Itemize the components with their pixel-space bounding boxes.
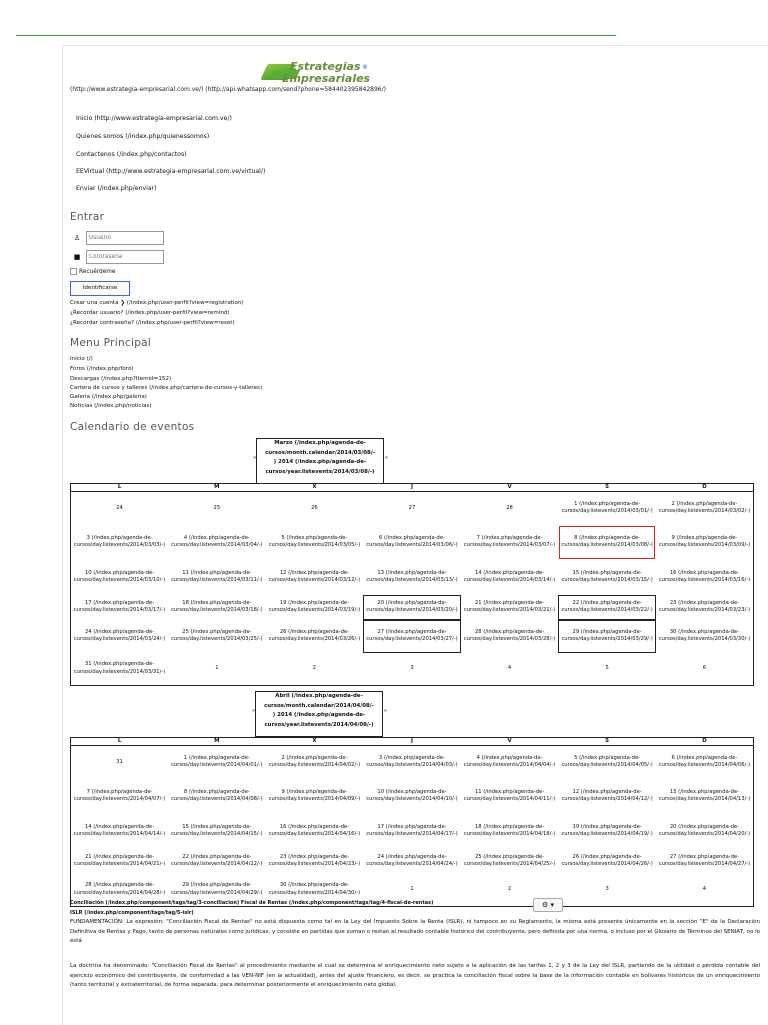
nav-item-enviar[interactable]: Enviar (/index.php/enviar) xyxy=(76,185,157,192)
calendar-day: 5 xyxy=(605,665,609,671)
calendar-day-link[interactable]: 6 (/index.php/agenda-de-cursos/day.listevents/2014/03/06/-) xyxy=(366,534,458,548)
remember-checkbox[interactable] xyxy=(70,268,77,275)
next-month-icon[interactable]: » xyxy=(384,455,388,461)
calendar-week-row xyxy=(71,525,754,560)
create-account-link[interactable]: Crear una cuenta ❯ (/index.php/user-perfil?view=registration) xyxy=(70,300,244,306)
calendar-day-link[interactable]: 1 (/index.php/agenda-de-cursos/day.listevents/2014/03/01/-) xyxy=(561,500,653,515)
calendar-day-link[interactable]: 18 (/index.php/agenda-de-cursos/day.listevents/2014/03/18/-) xyxy=(171,599,263,613)
calendar-day-link[interactable]: 17 (/index.php/agenda-de-cursos/day.listevents/2014/04/17/-) xyxy=(366,823,458,837)
remind-username-link[interactable]: ¿Recordar usuario? (/index.php/user-perfil?view=remind) xyxy=(70,310,230,316)
calendar-day-link[interactable]: 20 (/index.php/agenda-de-cursos/day.listevents/2014/04/20/-) xyxy=(658,823,751,837)
calendar-day-link[interactable]: 10 (/index.php/agenda-de-cursos/day.listevents/2014/04/10/-) xyxy=(366,788,458,802)
calendar-day-link[interactable]: 22 (/index.php/agenda-de-cursos/day.listevents/2014/04/22/-) xyxy=(171,853,263,867)
weekday-header: D xyxy=(656,738,754,746)
calendar-day-link[interactable]: 14 (/index.php/agenda-de-cursos/day.listevents/2014/03/14/-) xyxy=(463,569,556,583)
calendar-day-link[interactable]: 31 (/index.php/agenda-de-cursos/day.listevents/2014/03/31/-) xyxy=(73,661,166,675)
calendar-day-link[interactable]: 18 (/index.php/agenda-de-cursos/day.listevents/2014/04/18/-) xyxy=(463,823,556,837)
calendar-day-link[interactable]: 30 (/index.php/agenda-de-cursos/day.listevents/2014/03/30/-) xyxy=(658,628,751,642)
month-caption-march-line2: cursos/month.calendar/2014/03/08/- xyxy=(265,449,375,456)
calendar-day: 27 xyxy=(408,504,416,511)
calendar-day-link[interactable]: 2 (/index.php/agenda-de-cursos/day.listevents/2014/04/02/-) xyxy=(268,754,361,769)
weekday-header: M xyxy=(168,484,266,492)
calendar-day-link[interactable]: 15 (/index.php/agenda-de-cursos/day.listevents/2014/04/15/-) xyxy=(171,823,263,837)
password-input[interactable] xyxy=(86,250,164,264)
weekday-header: M xyxy=(168,738,266,746)
next-month-icon[interactable]: » xyxy=(383,708,387,714)
calendar-day: 25 xyxy=(213,504,221,511)
article-tags-line2[interactable]: ISLR (/index.php/component/tags/tag/5-islr) xyxy=(70,910,194,916)
weekday-header: V xyxy=(461,484,559,492)
calendar-day-link[interactable]: 5 (/index.php/agenda-de-cursos/day.listevents/2014/04/05/-) xyxy=(561,754,653,769)
calendar-table-march xyxy=(70,483,754,686)
calendar-day-link[interactable]: 26 (/index.php/agenda-de-cursos/day.listevents/2014/04/26/-) xyxy=(561,853,653,867)
calendar-day-link[interactable]: 28 (/index.php/agenda-de-cursos/day.listevents/2014/04/28/-) xyxy=(73,882,166,896)
calendar-day-link[interactable]: 15 (/index.php/agenda-de-cursos/day.listevents/2014/03/15/-) xyxy=(561,569,653,583)
calendar-day-link[interactable]: 12 (/index.php/agenda-de-cursos/day.listevents/2014/04/12/-) xyxy=(561,788,653,802)
calendar-day: 3 xyxy=(605,886,609,892)
weekday-header: D xyxy=(656,484,754,492)
weekday-header: L xyxy=(71,738,169,746)
login-button[interactable]: Identificarse xyxy=(70,281,130,296)
weekday-header: V xyxy=(461,738,559,746)
calendar-day-link[interactable]: 25 (/index.php/agenda-de-cursos/day.listevents/2014/04/25/-) xyxy=(463,853,556,867)
calendar-day-link[interactable]: 21 (/index.php/agenda-de-cursos/day.listevents/2014/03/21/-) xyxy=(463,599,556,613)
calendar-day-link[interactable]: 11 (/index.php/agenda-de-cursos/day.listevents/2014/04/11/-) xyxy=(463,788,556,802)
calendar-day-link[interactable]: 4 (/index.php/agenda-de-cursos/day.listevents/2014/04/04/-) xyxy=(463,754,556,769)
calendar-day-link[interactable]: 20 (/index.php/agenda-de-cursos/day.listevents/2014/03/20/-) xyxy=(363,595,461,620)
article-tags-line1[interactable]: Conciliación (/index.php/component/tags/tag/3-conciliacion) Fiscal de Rentas (/index.php/component/tags/tag/4-fiscal-de-rentas) xyxy=(70,900,434,906)
calendar-heading: Calendario de eventos xyxy=(70,421,195,433)
calendar-day: 2 xyxy=(507,886,512,892)
logo-url-line[interactable]: (http://www.estrategia-empresarial.com.ve/) (http://api.whatsapp.com/send?phone=584402395842896/) xyxy=(70,86,386,93)
calendar-day-link[interactable]: 27 (/index.php/agenda-de-cursos/day.listevents/2014/03/27/-) xyxy=(363,620,461,653)
calendar-day-link[interactable]: 7 (/index.php/agenda-de-cursos/day.listevents/2014/03/07/-) xyxy=(463,534,556,548)
calendar-day-link[interactable]: 4 (/index.php/agenda-de-cursos/day.listevents/2014/03/04/-) xyxy=(171,534,263,548)
calendar-day-link[interactable]: 16 (/index.php/agenda-de-cursos/day.listevents/2014/04/16/-) xyxy=(268,823,361,837)
nav-item-eevirtual[interactable]: EEVirtual (http://www.estrategia-empresarial.com.ve/virtual/) xyxy=(76,168,266,175)
calendar-day-link[interactable]: 6 (/index.php/agenda-de-cursos/day.listevents/2014/04/06/-) xyxy=(658,754,751,769)
calendar-day-link[interactable]: 25 (/index.php/agenda-de-cursos/day.listevents/2014/03/25/-) xyxy=(171,628,263,642)
calendar-day-link[interactable]: 23 (/index.php/agenda-de-cursos/day.listevents/2014/04/23/-) xyxy=(268,853,361,867)
calendar-day-link[interactable]: 24 (/index.php/agenda-de-cursos/day.listevents/2014/03/24/-) xyxy=(73,628,166,642)
month-caption-april-line3: ) 2014 (/index.php/agenda-de- xyxy=(272,712,366,718)
calendar-week-row xyxy=(71,779,754,814)
calendar-week-row xyxy=(71,653,754,686)
month-caption-april-line4: cursos/year.listevents/2014/04/08/-) xyxy=(264,721,374,728)
calendar-day-link[interactable]: 26 (/index.php/agenda-de-cursos/day.listevents/2014/03/26/-) xyxy=(268,628,361,642)
weekday-header: J xyxy=(363,738,461,746)
calendar-day: 26 xyxy=(311,504,318,511)
user-icon: ♙ xyxy=(73,234,81,242)
username-input[interactable] xyxy=(86,231,164,245)
calendar-day-link[interactable]: 8 (/index.php/agenda-de-cursos/day.listevents/2014/04/08/-) xyxy=(171,788,263,802)
calendar-day-link[interactable]: 28 (/index.php/agenda-de-cursos/day.listevents/2014/03/28/-) xyxy=(463,628,556,642)
menu-item-inicio[interactable]: Inicio (/) xyxy=(70,356,93,362)
calendar-day-link[interactable]: 7 (/index.php/agenda-de-cursos/day.listevents/2014/04/07/-) xyxy=(73,788,166,802)
calendar-day-link[interactable]: 9 (/index.php/agenda-de-cursos/day.listevents/2014/04/09/-) xyxy=(268,788,361,802)
calendar-week-row xyxy=(71,849,754,874)
calendar-day-link[interactable]: 16 (/index.php/agenda-de-cursos/day.listevents/2014/03/16/-) xyxy=(658,569,751,583)
nav-item-contactenos[interactable]: Contactenos (/index.php/contactos) xyxy=(76,151,187,158)
menu-item-descargas[interactable]: Descargas (/index.php?Itemid=152) xyxy=(70,376,172,382)
weekday-header: X xyxy=(266,738,364,746)
calendar-day: 2 xyxy=(312,665,317,671)
month-caption-march-line1: Marzo (/index.php/agenda-de- xyxy=(274,440,366,446)
lock-icon: ■ xyxy=(73,253,81,261)
logo-text-line1: Estrategias xyxy=(290,60,361,73)
weekday-header-row xyxy=(71,738,754,746)
calendar-day-link[interactable]: 21 (/index.php/agenda-de-cursos/day.listevents/2014/04/21/-) xyxy=(73,853,166,867)
weekday-header: J xyxy=(363,484,461,492)
calendar-day: 1 xyxy=(215,665,219,671)
calendar-day: 3 xyxy=(410,665,414,671)
calendar-day: 4 xyxy=(702,886,707,892)
weekday-header: X xyxy=(266,484,364,492)
calendar-day-link[interactable]: 19 (/index.php/agenda-de-cursos/day.listevents/2014/04/19/-) xyxy=(561,823,653,837)
calendar-week-row xyxy=(71,492,754,525)
calendar-day-link[interactable]: 13 (/index.php/agenda-de-cursos/day.listevents/2014/04/13/-) xyxy=(658,788,751,802)
prev-month-icon[interactable]: « xyxy=(253,455,257,461)
calendar-day-link[interactable]: 23 (/index.php/agenda-de-cursos/day.listevents/2014/03/23/-) xyxy=(658,599,751,613)
calendar-week-row xyxy=(71,746,754,779)
menu-item-foros[interactable]: Foros (/index.php/foro) xyxy=(70,366,134,372)
weekday-header: S xyxy=(558,738,656,746)
calendar-day-link[interactable]: 17 (/index.php/agenda-de-cursos/day.listevents/2014/03/17/-) xyxy=(73,599,166,613)
calendar-day: 31 xyxy=(116,758,123,765)
calendar-day-link[interactable]: 9 (/index.php/agenda-de-cursos/day.listevents/2014/03/09/-) xyxy=(658,534,751,548)
month-caption-march-line4: cursos/year.listevents/2014/03/08/-) xyxy=(265,468,375,475)
calendar-day-link[interactable]: 29 (/index.php/agenda-de-cursos/day.listevents/2014/04/29/-) xyxy=(171,882,263,896)
weekday-header: S xyxy=(558,484,656,492)
month-caption-march[interactable] xyxy=(253,438,388,484)
menu-item-noticias[interactable]: Noticias (/index.php/noticias) xyxy=(70,403,152,409)
calendar-day-link[interactable]: 22 (/index.php/agenda-de-cursos/day.listevents/2014/03/22/-) xyxy=(558,595,656,620)
calendar-day-link[interactable]: 3 (/index.php/agenda-de-cursos/day.listevents/2014/04/03/-) xyxy=(366,754,458,769)
month-caption-april-line1: Abril (/index.php/agenda-de- xyxy=(275,693,363,699)
month-caption-march-line3: ) 2014 (/index.php/agenda-de- xyxy=(273,459,367,465)
article-paragraph-2: La doctrina ha denominado: "Conciliación Fiscal de Rentas" al procedimiento mediante el cual se determina el enriquecimiento neto sujeto a la aplicación de las tarifas 1, 2 y 3 de la Ley del ISLR, partiendo de la utilidad o pérdida contable del ejercicio económico del contribuyente, de conformidad a las VEN-NIF (en la actualidad), antes del ajuste financiero, es decir, se practica la conciliación fiscal sobre la base de la información contable en bolívares históricos de un enriquecimiento (tanto territorial y extraterritorial, de forma separada, para determinar posteriormente el enriquecimiento neto global. xyxy=(70,963,760,989)
calendar-day: 4 xyxy=(507,665,512,671)
nav-item-quienes-somos[interactable]: Quienes somos (/index.php/quienessomos) xyxy=(76,133,210,140)
weekday-header-row xyxy=(71,484,754,492)
registered-mark-icon: ® xyxy=(362,64,368,71)
calendar-day-link[interactable]: 13 (/index.php/agenda-de-cursos/day.listevents/2014/03/13/-) xyxy=(366,569,458,583)
calendar-table-april xyxy=(70,737,754,907)
top-divider xyxy=(16,35,616,36)
calendar-day: 1 xyxy=(410,886,414,892)
calendar-day-link[interactable]: 3 (/index.php/agenda-de-cursos/day.listevents/2014/03/03/-) xyxy=(73,534,166,548)
calendar-day-link[interactable]: 19 (/index.php/agenda-de-cursos/day.listevents/2014/03/19/-) xyxy=(268,599,361,613)
calendar-day-link[interactable]: 11 (/index.php/agenda-de-cursos/day.listevents/2014/03/11/-) xyxy=(171,569,263,583)
menu-item-galeria[interactable]: Galeria (/index.php/galeria) xyxy=(70,394,147,400)
logo-text-line2: Empresariales xyxy=(282,72,371,85)
menu-heading: Menu Principal xyxy=(70,337,152,349)
calendar-day-link[interactable]: 29 (/index.php/agenda-de-cursos/day.listevents/2014/03/29/-) xyxy=(558,620,656,653)
login-heading: Entrar xyxy=(70,211,105,223)
calendar-day: 6 xyxy=(702,665,707,671)
calendar-day-link[interactable]: 2 (/index.php/agenda-de-cursos/day.listevents/2014/03/02/-) xyxy=(658,500,751,515)
menu-item-cartera[interactable]: Cartera de cursos y talleres (/index.php/cartera-de-cursos-y-talleres) xyxy=(70,385,263,391)
calendar-week-row xyxy=(71,560,754,595)
calendar-week-row xyxy=(71,814,754,849)
calendar-day: 24 xyxy=(116,504,123,511)
calendar-day: 28 xyxy=(506,504,513,511)
calendar-day-link[interactable]: 10 (/index.php/agenda-de-cursos/day.listevents/2014/03/10/-) xyxy=(73,569,166,583)
calendar-day-link[interactable]: 5 (/index.php/agenda-de-cursos/day.listevents/2014/03/05/-) xyxy=(268,534,361,548)
calendar-day-link[interactable]: 14 (/index.php/agenda-de-cursos/day.listevents/2014/04/14/-) xyxy=(73,823,166,837)
article-paragraph-1: FUNDAMENTACIÓN: La expresión: "Conciliación Fiscal de Rentas" no está dispuesta como tal en la Ley del Impuesto Sobre la Renta (ISLR), ni tampoco en su Reglamento, la misma está presente únicamente en la sección "E" de la Declaración Definitiva de Rentas y Pago, tanto de personas naturales como jurídicas, y consiste en partidas que suman o restan al resultado contable histórico del contribuyente, pero definida por una norma, o incluso por el Glosario de Términos del SENIAT, no lo está. xyxy=(70,919,760,945)
calendar-day-link[interactable]: 27 (/index.php/agenda-de-cursos/day.listevents/2014/04/27/-) xyxy=(658,853,751,867)
calendar-day-link[interactable]: 8 (/index.php/agenda-de-cursos/day.listevents/2014/03/08/-) xyxy=(558,525,656,560)
month-caption-april-line2: cursos/month.calendar/2014/04/08/- xyxy=(264,702,374,709)
remember-me[interactable] xyxy=(70,268,116,275)
month-caption-april[interactable] xyxy=(252,691,387,737)
reset-password-link[interactable]: ¿Recordar contraseña? (/index.php/user-perfil?view=reset) xyxy=(70,320,235,326)
calendar-day-link[interactable]: 30 (/index.php/agenda-de-cursos/day.listevents/2014/04/30/-) xyxy=(268,882,361,896)
calendar-week-row xyxy=(71,620,754,653)
calendar-week-row xyxy=(71,595,754,620)
weekday-header: L xyxy=(71,484,169,492)
remember-label: Recuérdeme xyxy=(79,269,116,275)
calendar-day-link[interactable]: 24 (/index.php/agenda-de-cursos/day.listevents/2014/04/24/-) xyxy=(366,853,458,867)
nav-item-inicio[interactable]: Inicio (http://www.estrategia-empresarial.com.ve/) xyxy=(76,115,232,122)
calendar-day-link[interactable]: 12 (/index.php/agenda-de-cursos/day.listevents/2014/03/12/-) xyxy=(268,569,361,583)
calendar-day-link[interactable]: 1 (/index.php/agenda-de-cursos/day.listevents/2014/04/01/-) xyxy=(171,754,263,769)
article-options-gear-icon[interactable]: ⚙ ▾ xyxy=(533,898,563,912)
prev-month-icon[interactable]: « xyxy=(252,708,256,714)
